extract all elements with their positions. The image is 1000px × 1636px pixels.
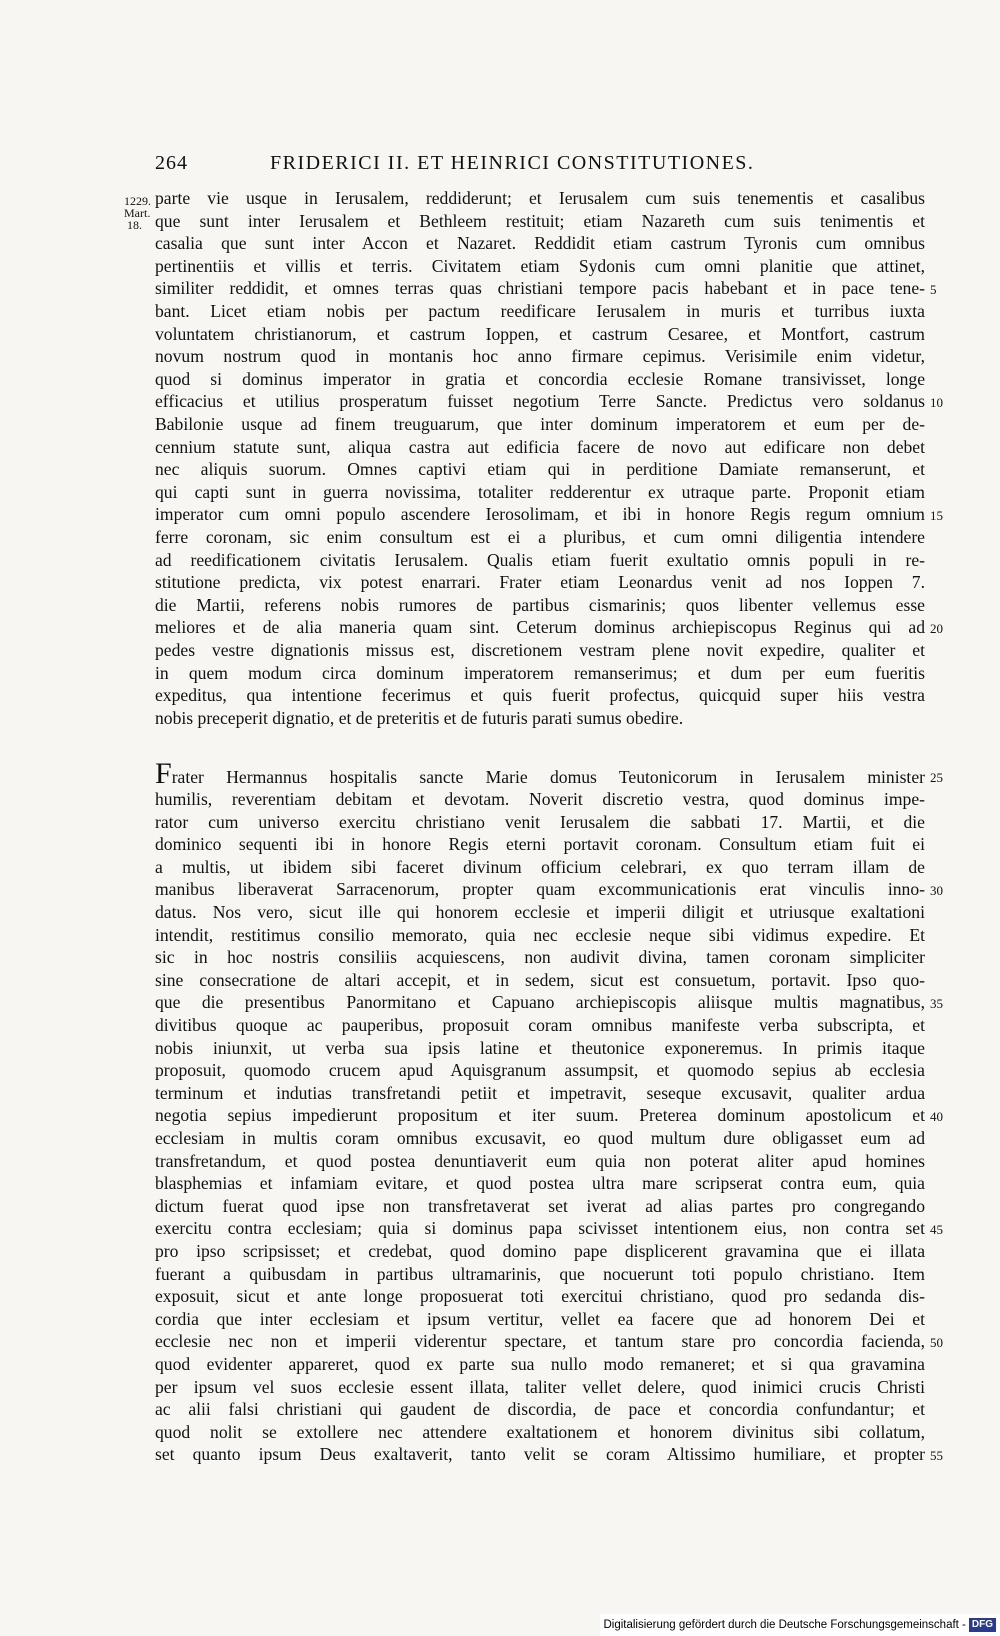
line-text: casalia que sunt inter Accon et Nazaret. Reddidit etiam castrum Tyronis cum omnibus: [155, 233, 925, 254]
text-line: [155, 757, 925, 790]
line-text: ecclesie nec non et imperii viderentur spectare, et tantum stare pro concordia facienda,: [155, 1331, 925, 1352]
text-line: [155, 276, 925, 300]
text-line: [155, 968, 925, 992]
text-line: [155, 1194, 925, 1218]
text-line: [155, 412, 925, 436]
line-number: 20: [930, 621, 943, 637]
line-text: ferre coronam, sic enim consultum est ei a pluribus, et cum omni diligentia intendere: [155, 527, 925, 547]
line-text: ecclesiam in multis coram omnibus excusavit, eo quod multum dure obligasset eum ad: [155, 1128, 925, 1148]
line-text: ad reedificationem civitatis Ierusalem. Qualis etiam fuerit exultatio omnis populi in re-: [155, 549, 925, 570]
text-line: [155, 1058, 925, 1082]
text-line: [155, 389, 925, 413]
line-text: pro ipso scripsisset; et credebat, quod domino pape displicerent gravamina que ei illata: [155, 1241, 925, 1261]
text-line: [155, 435, 925, 459]
text-line: [155, 570, 925, 594]
line-text: sine consecratione de altari accepit, et in sedem, sicut est consuetum, portavit. Ipso quo-: [155, 969, 925, 990]
line-number: 35: [930, 996, 943, 1012]
line-text: sic in hoc nostris consiliis acquiescens, non audivit divina, tamen coronam simpliciter: [155, 947, 925, 968]
text-line: [155, 1262, 925, 1286]
line-number: 15: [930, 508, 943, 524]
dfg-logo: DFG: [969, 1618, 996, 1632]
text-line: [155, 344, 925, 368]
line-text: parte vie usque in Ierusalem, reddiderunt; et Ierusalem cum suis tenementis et casalibus: [155, 188, 925, 208]
text-line: [155, 525, 925, 549]
text-line: [155, 810, 925, 834]
text-line: [155, 990, 925, 1014]
text-line: [155, 457, 925, 481]
line-text: novum nostrum quod in montanis hoc anno firmare cepimus. Verisimile enim videtur,: [155, 346, 925, 367]
line-text: negotia sepius impedierunt propositum et iter suum. Preterea dominum apostolicum et: [155, 1105, 925, 1126]
line-text: die Martii, referens nobis rumores de partibus cismarinis; quos libenter vellemus esse: [155, 594, 925, 615]
line-text: efficacius et utilius prosperatum fuisset negotium Terre Sancte. Predictus vero soldanus: [155, 391, 925, 412]
line-text: dictum fuerat quod ipse non transfretaverat set iverat ad alias partes pro congregando: [155, 1195, 925, 1216]
text-line: [155, 186, 925, 210]
text-line: [155, 1352, 925, 1376]
line-text: set quanto ipsum Deus exaltaverit, tanto velit se coram Altissimo humiliare, et propter: [155, 1444, 925, 1465]
text-line: [155, 322, 925, 346]
footer-credit: Digitalisierung gefördert durch die Deutsche Forschungsgemeinschaft -: [603, 1619, 966, 1631]
text-line: [155, 661, 925, 685]
text-line: [155, 683, 925, 707]
line-text: datus. Nos vero, sicut ille qui honorem ecclesie et imperii diligit et utriusque exaltationi: [155, 902, 925, 922]
line-text: nec aliquis suorum. Omnes captivi etiam qui in perditione Damiate remanserunt, et: [155, 459, 925, 480]
line-text: que die presentibus Panormitano et Capuano archiepiscopis aliisque multis magnatibus,: [155, 992, 925, 1013]
line-text: terminum et indutias transfretandi petiit et impetravit, seseque excusavit, qualiter ardua: [155, 1082, 925, 1103]
line-number: 5: [930, 282, 937, 298]
margin-date-day: 18.: [127, 218, 142, 232]
line-text: meliores et de alia maneria quam sint. Ceterum dominus archiepiscopus Reginus qui ad: [155, 617, 925, 638]
line-text: intendit, restitimus consilio memorato, quia nec ecclesie neque sibi vidimus expedire. Et: [155, 924, 925, 945]
margin-date-month: Mart.: [124, 206, 151, 220]
text-line: [155, 945, 925, 969]
line-text: rator cum universo exercitu christiano venit Ierusalem die sabbati 17. Martii, et die: [155, 811, 925, 832]
text-line: [155, 209, 925, 233]
text-line: [155, 923, 925, 947]
text-line: [155, 231, 925, 255]
text-line: [155, 502, 925, 526]
line-text: cennium statute sunt, aliqua castra aut edificia facere de novo aut edificare non debet: [155, 436, 925, 457]
text-line: [155, 254, 925, 278]
text-line: [155, 299, 925, 323]
text-line: [155, 1126, 925, 1150]
line-text: cordia que inter ecclesiam et ipsum vertitur, vellet ea facere que ad honorem Dei et: [155, 1308, 925, 1329]
line-text: stitutione predicta, vix potest enarrari. Frater etiam Leonardus venit ad nos Ioppen 7.: [155, 572, 925, 593]
line-number: 10: [930, 395, 943, 411]
line-text: exercitu contra ecclesiam; quia si dominus papa scivisset intentionem eius, non contra set: [155, 1218, 925, 1239]
text-line: [155, 900, 925, 924]
text-line: [155, 855, 925, 879]
text-line: [155, 1171, 925, 1195]
line-text: quod si dominus imperator in gratia et concordia ecclesie Romane transivisset, longe: [155, 368, 925, 389]
line-text: fuerant a quibusdam in partibus ultramarinis, que nocuerunt toti populo christiano. Item: [155, 1263, 925, 1284]
text-line: [155, 1013, 925, 1037]
line-number: 55: [930, 1448, 943, 1464]
text-line: [155, 1103, 925, 1127]
line-number: 50: [930, 1335, 943, 1351]
text-line: [155, 1442, 925, 1466]
line-text: que sunt inter Ierusalem et Bethleem restituit; etiam Nazareth cum suis tenimentis et: [155, 210, 925, 231]
text-line: [155, 1284, 925, 1308]
line-text: humilis, reverentiam debitam et devotam. Noverit discretio vestra, quod dominus impe-: [155, 789, 925, 809]
section-2-opening: rater Hermannus hospitalis sancte Marie domus Teutonicorum in Ierusalem minister: [171, 767, 925, 787]
line-text: transfretandum, et quod postea denuntiaverit eum quia non poterat aliter apud homines: [155, 1150, 925, 1171]
text-line: [155, 706, 925, 730]
text-line: [155, 367, 925, 391]
line-text: manibus liberaverat Sarracenorum, propter quam excommunicationis erat vinculis inno-: [155, 879, 925, 900]
line-number: 30: [930, 883, 943, 899]
text-line: [155, 638, 925, 662]
line-text: a multis, ut ibidem sibi faceret divinum officium celebrari, ex quo terram illam de: [155, 856, 925, 877]
line-number: 40: [930, 1109, 943, 1125]
text-line: [155, 1307, 925, 1331]
text-line: [155, 480, 925, 504]
text-line: [155, 1375, 925, 1399]
line-text: pedes vestre dignationis missus est, discretionem vestram plene novit expedire, qualiter et: [155, 640, 925, 660]
line-text: imperator cum omni populo ascendere Ierosolimam, et ibi in honore Regis regum omnium: [155, 504, 925, 525]
text-line: [155, 1149, 925, 1173]
text-line: [155, 615, 925, 639]
drop-cap: F: [155, 757, 172, 790]
page-number: 264: [155, 152, 188, 174]
text-line: [155, 787, 925, 811]
line-text: expeditus, qua intentione fecerimus et quis fuerit profectus, quicquid super hiis vestra: [155, 685, 925, 706]
text-line: [155, 832, 925, 856]
line-text: voluntatem christianorum, et castrum Ioppen, et castrum Cesaree, et Montfort, castrum: [155, 323, 925, 344]
line-number: 25: [930, 770, 943, 785]
line-text: divitibus quoque ac pauperibus, proposuit coram omnibus manifeste verba subscripta, et: [155, 1015, 925, 1035]
text-line: [155, 548, 925, 572]
text-line: [155, 1239, 925, 1263]
text-line: [155, 1329, 925, 1353]
text-line: [155, 593, 925, 617]
line-text: nobis iniunxit, ut verba sua ipsis latine et theutonice exponeremus. In primis itaque: [155, 1037, 925, 1058]
running-title: FRIDERICI II. ET HEINRICI CONSTITUTIONES.: [270, 152, 755, 174]
line-text: qui capti sunt in guerra novissima, totaliter redderentur ex utraque parte. Proponit etiam: [155, 481, 925, 502]
line-text: bant. Licet etiam nobis per pactum reedificare Ierusalem in muris et turribus iuxta: [155, 301, 925, 321]
line-text: dominico sequenti ibi in honore Regis eterni portavit coronam. Consultum etiam fuit ei: [155, 834, 925, 855]
line-text: quod nolit se extollere nec attendere exaltationem et honorem divinitus sibi collatum,: [155, 1421, 925, 1442]
line-number: 45: [930, 1222, 943, 1238]
line-text: blasphemias et infamiam evitare, et quod postea ultra mare scripserat contra eum, quia: [155, 1173, 925, 1194]
line-text: ac alii falsi christiani qui gaudent de discordia, de pace et concordia confundantur; et: [155, 1399, 925, 1420]
digitization-footer: [600, 1614, 1000, 1636]
line-text: per ipsum vel suos ecclesie essent illata, taliter vellet delere, quod inimici crucis Christi: [155, 1376, 925, 1397]
text-line: [155, 1397, 925, 1421]
text-line: [155, 1036, 925, 1060]
text-line: [155, 877, 925, 901]
line-text: exposuit, sicut et ante longe proposuerat toti exercitui christiano, quod pro sedanda dis-: [155, 1286, 925, 1307]
text-line: [155, 1420, 925, 1444]
line-text: in quem modum circa dominum imperatorem remanserimus; et dum per eum fueritis: [155, 662, 925, 683]
line-text: pertinentiis et villis et terris. Civitatem etiam Sydonis cum omni planitie que attinet,: [155, 255, 925, 276]
text-line: [155, 1081, 925, 1105]
line-text: nobis preceperit dignatio, et de preteritis et de futuris parati sumus obedire.: [155, 707, 684, 728]
line-text: quod evidenter appareret, quod ex parte sua nullo modo remaneret; et si qua gravamina: [155, 1354, 925, 1374]
margin-date-year: 1229.: [124, 194, 151, 208]
text-line: [155, 1216, 925, 1240]
line-text: proposuit, quomodo crucem apud Aquisgranum assumpsit, et quomodo sepius ab ecclesia: [155, 1060, 925, 1081]
line-text: similiter reddidit, et omnes terras quas christiani tempore pacis habebant et in pace tene-: [155, 278, 925, 299]
line-text: Babilonie usque ad finem treuguarum, que inter dominum imperatorem et eum per de-: [155, 414, 925, 434]
